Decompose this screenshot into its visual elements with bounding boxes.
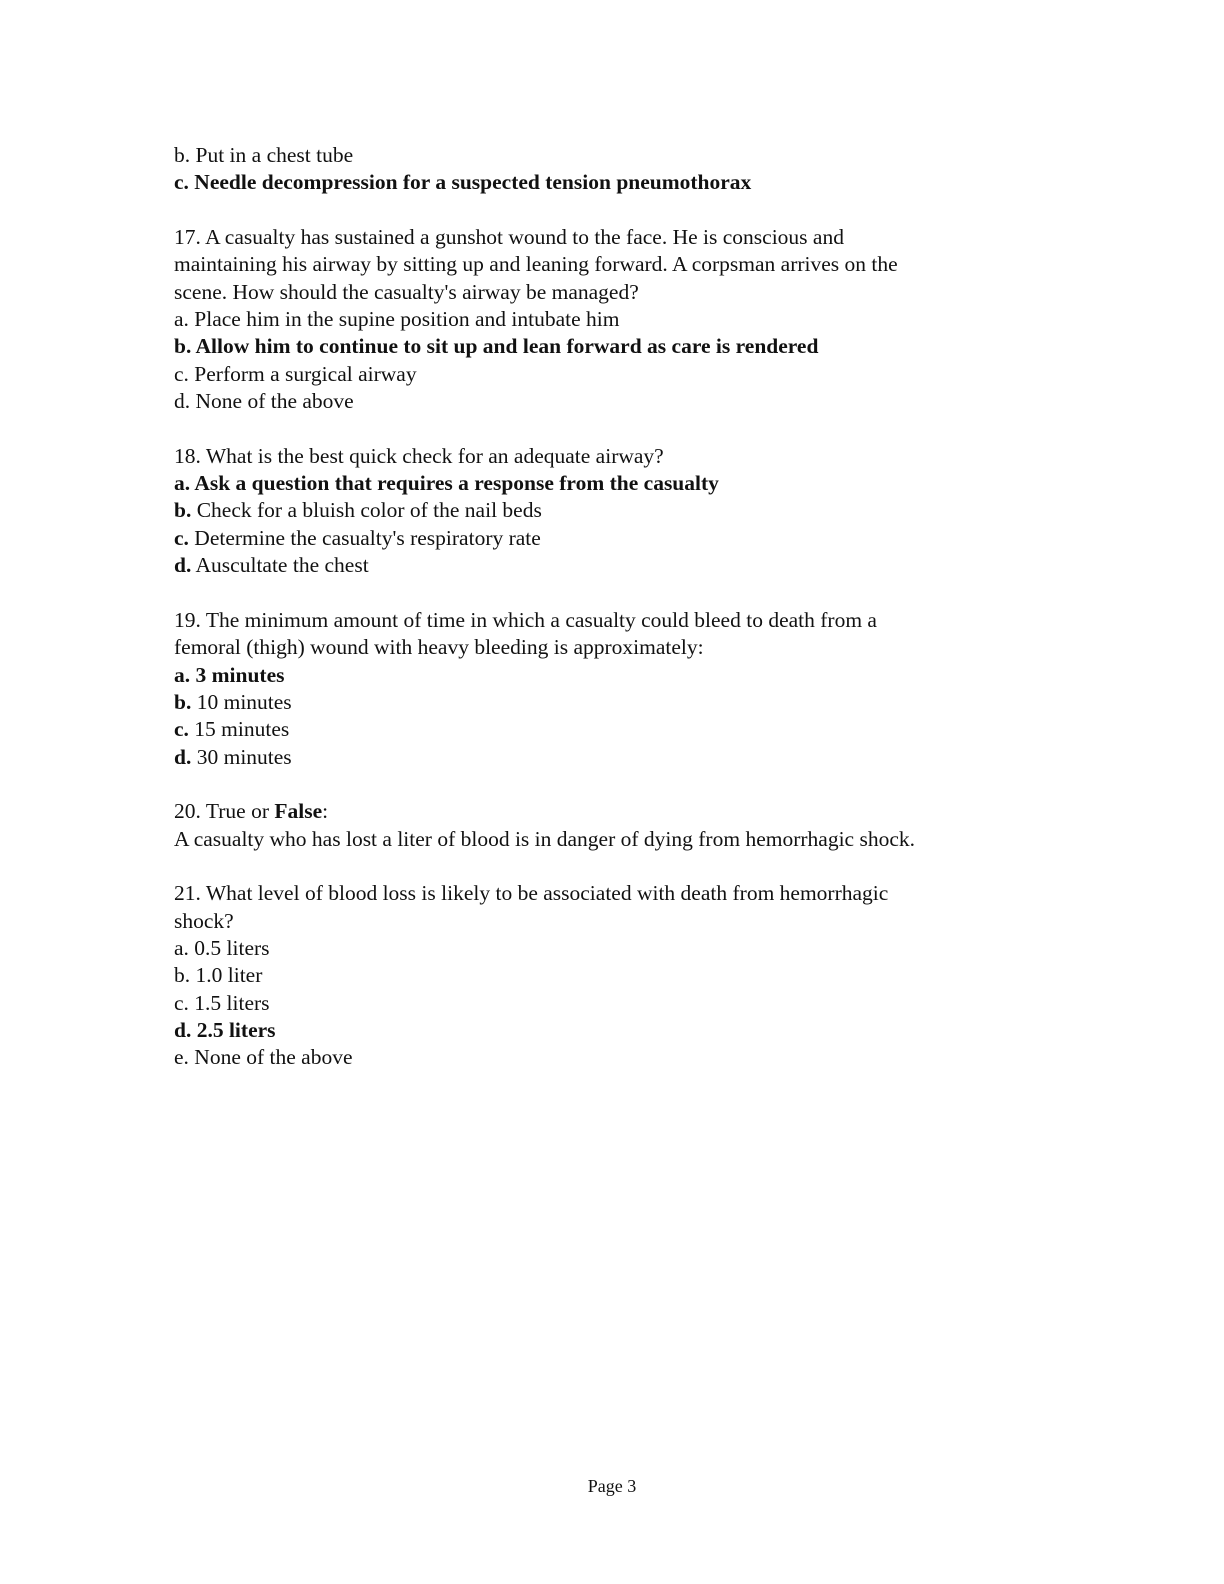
text-line xyxy=(174,798,1074,825)
blank-line xyxy=(174,197,1074,224)
text: b. Put in a chest tube xyxy=(174,143,354,167)
text: e. None of the above xyxy=(174,1045,353,1070)
text: 10 minutes xyxy=(191,689,292,714)
question-block xyxy=(174,142,1074,224)
bold-text: a. 3 minutes xyxy=(174,662,285,687)
blank-line xyxy=(174,853,1074,880)
bold-text: d. xyxy=(174,553,192,578)
question-block xyxy=(174,607,1074,798)
text-line xyxy=(174,634,1074,661)
question-block xyxy=(174,798,1074,880)
text: 20. True or xyxy=(174,799,275,824)
text: c. 1.5 liters xyxy=(174,990,270,1015)
text-line xyxy=(174,662,1074,689)
text-line xyxy=(174,607,1074,634)
text-line xyxy=(174,1017,1074,1044)
question-block xyxy=(174,443,1074,607)
text-line xyxy=(174,224,1074,251)
text: a. Place him in the supine position and intubate him xyxy=(174,307,620,332)
text-line xyxy=(174,908,1074,935)
blank-line xyxy=(174,580,1074,607)
text-line xyxy=(174,497,1074,524)
blank-line xyxy=(174,771,1074,798)
text-line xyxy=(174,744,1074,771)
bold-text: b. Allow him to continue to sit up and lean forward as care is rendered xyxy=(174,334,819,359)
text: 30 minutes xyxy=(191,744,292,769)
text-line xyxy=(174,333,1074,360)
text-line xyxy=(174,689,1074,716)
text: : xyxy=(322,799,329,824)
text-line xyxy=(174,361,1074,388)
text: 15 minutes xyxy=(188,717,290,742)
bold-text: d. xyxy=(174,744,192,769)
bold-text: b. xyxy=(174,498,192,523)
text-line xyxy=(174,716,1074,743)
text-line xyxy=(174,470,1074,497)
bold-text: a. Ask a question that requires a response from the casualty xyxy=(174,471,719,496)
text-line xyxy=(174,552,1074,579)
text-line xyxy=(174,306,1074,333)
bold-text: c. xyxy=(174,525,189,550)
question-block xyxy=(174,880,1074,1071)
text-line xyxy=(174,962,1074,989)
text: Auscultate the chest xyxy=(191,553,369,578)
text-line xyxy=(174,388,1074,415)
text-line xyxy=(174,990,1074,1017)
text: A casualty who has lost a liter of blood is in danger of dying from hemorrhagic shock. xyxy=(174,826,915,851)
text: a. 0.5 liters xyxy=(174,935,270,960)
blank-line xyxy=(174,415,1074,442)
question-block xyxy=(174,224,1074,443)
text-line xyxy=(174,142,1074,169)
bold-text: b. xyxy=(174,689,192,714)
text-line xyxy=(174,1044,1074,1071)
text: scene. How should the casualty's airway be managed? xyxy=(174,279,639,304)
text-line xyxy=(174,880,1074,907)
text-line xyxy=(174,169,1074,196)
text: Check for a bluish color of the nail beds xyxy=(191,498,542,523)
text: maintaining his airway by sitting up and leaning forward. A corpsman arrives on the xyxy=(174,252,898,277)
text-line xyxy=(174,826,1074,853)
text-line xyxy=(174,525,1074,552)
text: shock? xyxy=(174,908,234,933)
text-line xyxy=(174,279,1074,306)
text-line xyxy=(174,251,1074,278)
text: femoral (thigh) wound with heavy bleeding is approximately: xyxy=(174,635,704,660)
text-line xyxy=(174,443,1074,470)
bold-text: False xyxy=(274,799,323,824)
text: 18. What is the best quick check for an adequate airway? xyxy=(174,443,664,468)
page-number: Page 3 xyxy=(587,1476,637,1496)
text: 17. A casualty has sustained a gunshot wound to the face. He is conscious and xyxy=(174,225,844,250)
text: c. Perform a surgical airway xyxy=(174,361,417,386)
text: 21. What level of blood loss is likely to be associated with death from hemorrhagic xyxy=(174,881,889,906)
text: Determine the casualty's respiratory rate xyxy=(188,525,541,550)
text: 19. The minimum amount of time in which a casualty could bleed to death from a xyxy=(174,607,877,632)
document-body xyxy=(174,142,1074,1072)
text: d. None of the above xyxy=(174,389,354,414)
text-line xyxy=(174,935,1074,962)
bold-text: c. Needle decompression for a suspected tension pneumothorax xyxy=(174,170,752,195)
bold-text: c. xyxy=(174,717,189,742)
text: b. 1.0 liter xyxy=(174,963,263,988)
bold-text: d. 2.5 liters xyxy=(174,1018,276,1042)
